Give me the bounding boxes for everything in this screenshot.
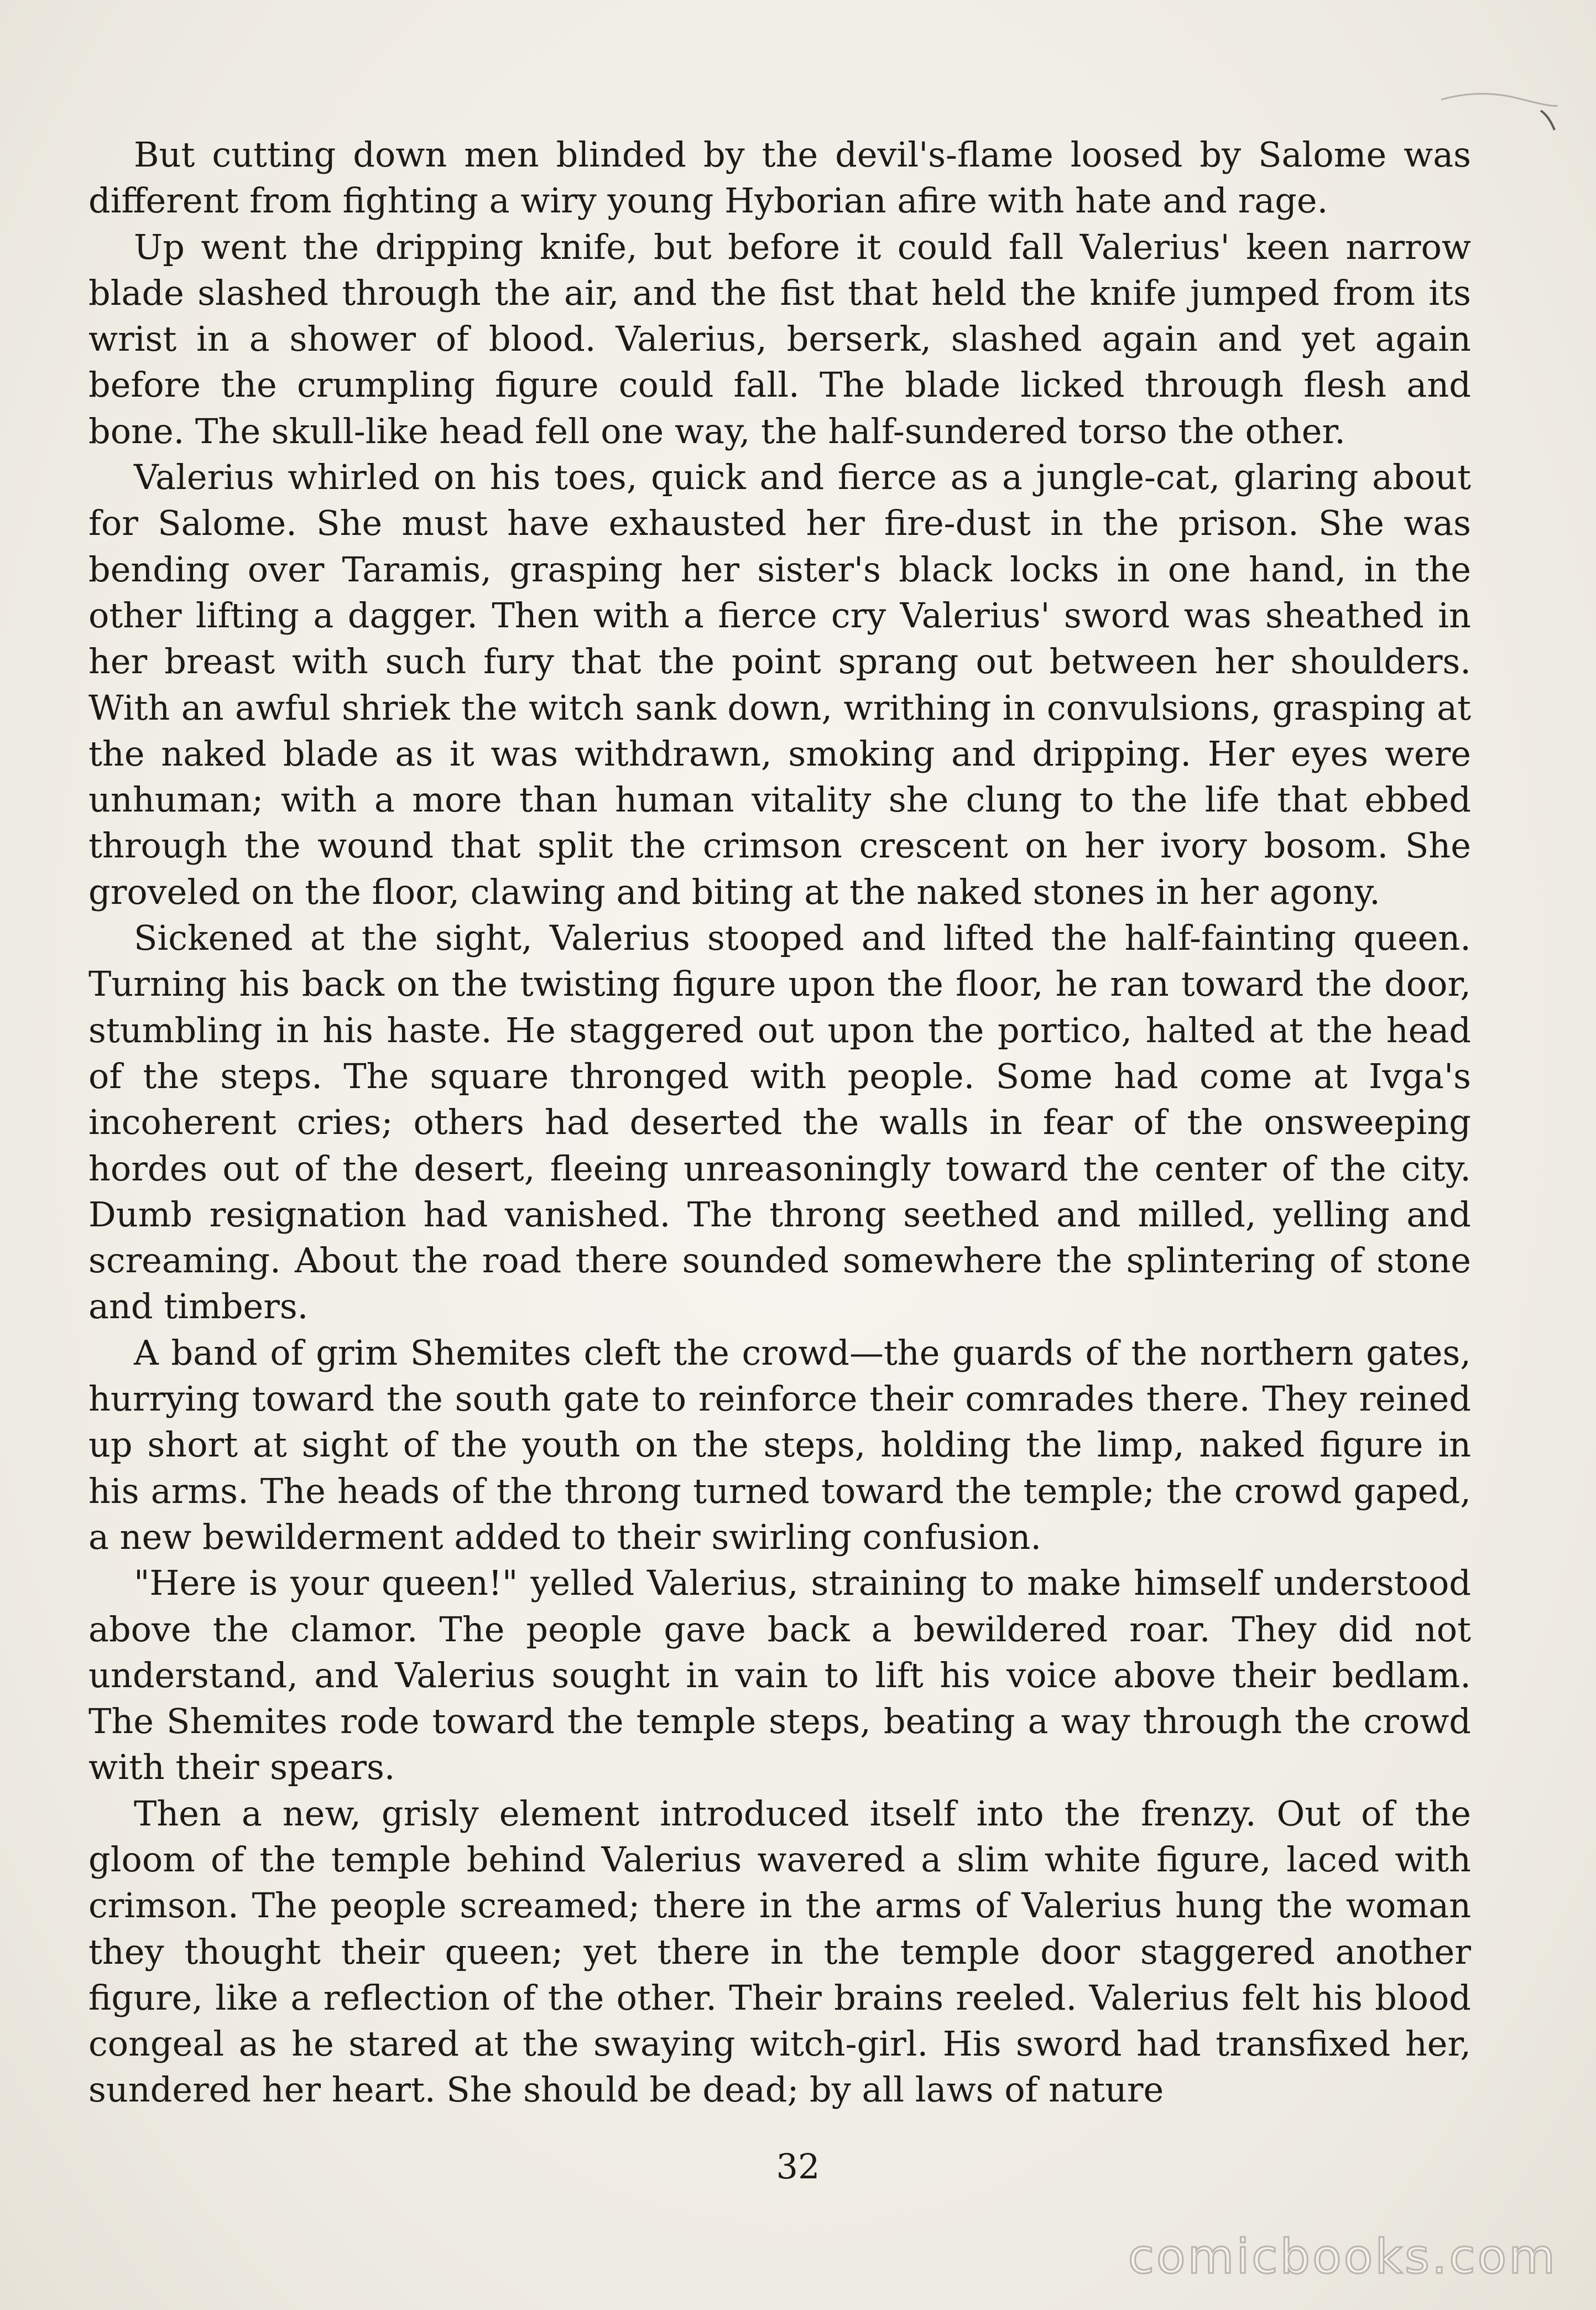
paragraph-4: Sickened at the sight, Valerius stooped and lifted the half-fainting queen. Turning his back on the twisting figure upon the floor, he ran toward the door, stumbling in his haste. He staggered out upon the portico, halted at the head of the steps. The square thronged with people. Some had come at Ivga's incoherent cries; others had deserted the walls in fear of the onsweeping hordes out of the desert, fleeing unreasoningly toward the center of the city. Dumb resignation had vanished. The throng seethed and milled, yelling and screaming. About the road there sounded somewhere the splintering of stone and timbers.: [88, 918, 1471, 1327]
body-text: [88, 132, 1471, 2113]
paragraph-7: Then a new, grisly element introduced itself into the frenzy. Out of the gloom of the temple behind Valerius wavered a slim white figure, laced with crimson. The people screamed; there in the arms of Valerius hung the woman they thought their queen; yet there in the temple door staggered another figure, like a reflection of the other. Their brains reeled. Valerius felt his blood congeal as he stared at the swaying witch-girl. His sword had transfixed her, sundered her heart. She should be dead; by all laws of nature: [88, 1793, 1471, 2110]
paragraph-5: A band of grim Shemites cleft the crowd—the guards of the northern gates, hurrying toward the south gate to reinforce their comrades there. They reined up short at sight of the youth on the steps, holding the limp, naked figure in his arms. The heads of the throng turned toward the temple; the crowd gaped, a new bewilderment added to their swirling confusion.: [88, 1332, 1471, 1557]
paragraph-2: Up went the dripping knife, but before it could fall Valerius' keen narrow blade slashed through the air, and the fist that held the knife jumped from its wrist in a shower of blood. Valerius, berserk, slashed again and yet again before the crumpling figure could fall. The blade licked through flesh and bone. The skull-like head fell one way, the half-sundered torso the other.: [88, 226, 1471, 451]
ink-smudge-mark: [1436, 83, 1563, 133]
paragraph-1: But cutting down men blinded by the devil's-flame loosed by Salome was different from fighting a wiry young Hyborian afire with hate and rage.: [88, 134, 1471, 221]
paragraph-3: Valerius whirled on his toes, quick and fierce as a jungle-cat, glaring about for Salome. She must have exhausted her fire-dust in the prison. She was bending over Taramis, grasping her sister's black locks in one hand, in the other lifting a dagger. Then with a fierce cry Valerius' sword was sheathed in her breast with such fury that the point sprang out between her shoulders. With an awful shriek the witch sank down, writhing in convulsions, grasping at the naked blade as it was withdrawn, smoking and dripping. Her eyes were unhuman; with a more than human vitality she clung to the life that ebbed through the wound that split the crimson crescent on her ivory bosom. She groveled on the floor, clawing and biting at the naked stones in her agony.: [88, 457, 1471, 912]
paragraph-6: "Here is your queen!" yelled Valerius, straining to make himself understood above the clamor. The people gave back a bewildered roar. They did not understand, and Valerius sought in vain to lift his voice above their bedlam. The Shemites rode toward the temple steps, beating a way through the crowd with their spears.: [88, 1563, 1471, 1788]
watermark-text: comicbooks.com: [1128, 2229, 1557, 2285]
page-number: 32: [776, 2146, 820, 2187]
